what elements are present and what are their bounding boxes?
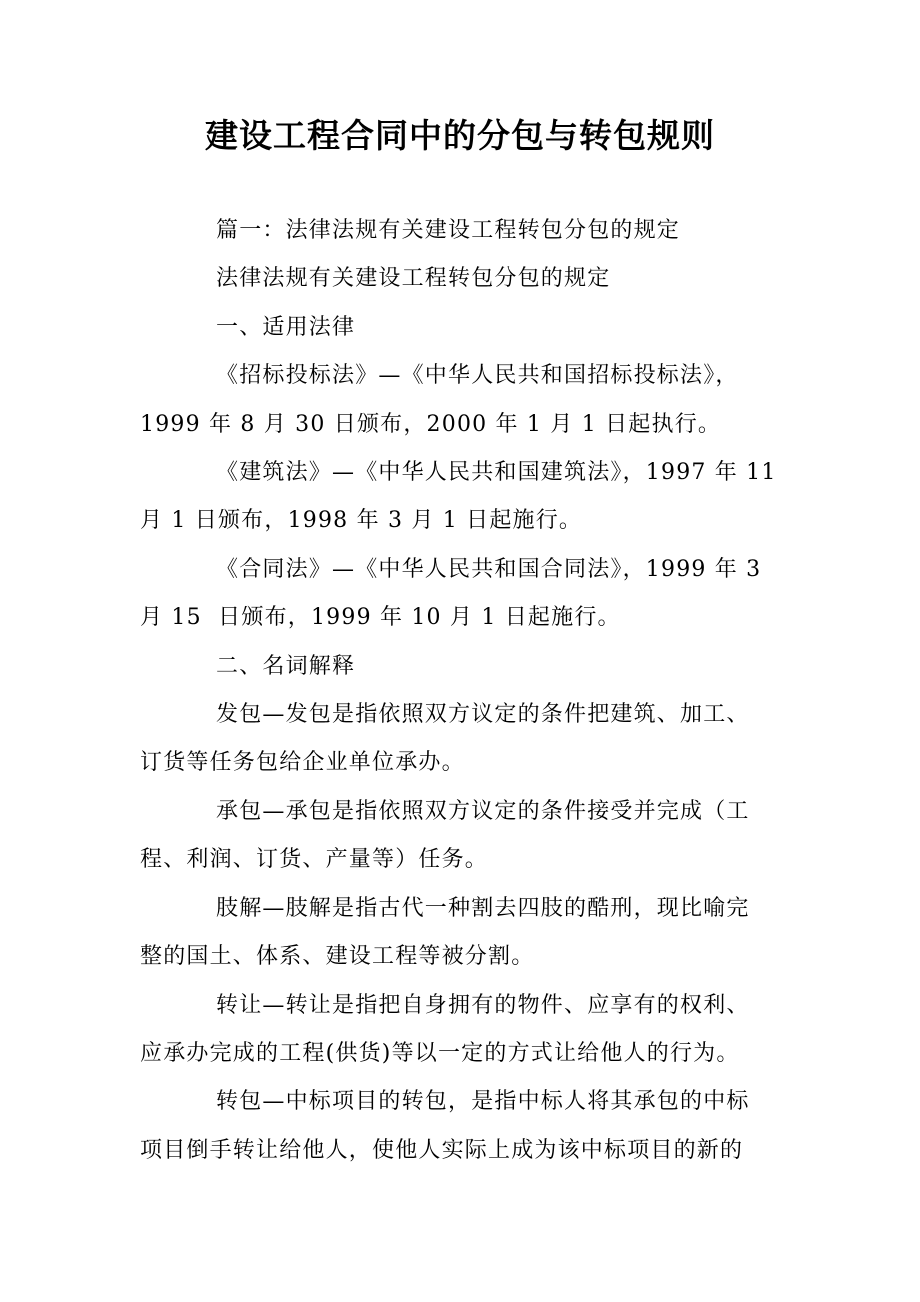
document-body: [140, 207, 783, 1175]
text-line: 发包—发包是指依照双方议定的条件把建筑、加工、: [216, 702, 750, 728]
text-line: 二、名词解释: [216, 653, 356, 679]
text-line: 整的国土、体系、建设工程等被分割。: [140, 944, 535, 970]
text-line: 转包—中标项目的转包，是指中标人将其承包的中标: [216, 1089, 750, 1115]
text-line: 法律法规有关建设工程转包分包的规定: [216, 266, 611, 292]
text-line: 程、利润、订货、产量等）任务。: [140, 847, 489, 873]
text-line: 《合同法》—《中华人民共和国合同法》，1999 年 3: [216, 556, 762, 582]
text-line: 月 15 日颁布，1999 年 10 月 1 日起施行。: [140, 605, 621, 631]
text-line: 承包—承包是指依照双方议定的条件接受并完成（工: [216, 798, 750, 824]
text-line: 一、适用法律: [216, 314, 356, 340]
text-line: 篇一：法律法规有关建设工程转包分包的规定: [216, 218, 681, 243]
text-line: 转让—转让是指把自身拥有的物件、应享有的权利、: [216, 992, 750, 1018]
text-line: 《建筑法》—《中华人民共和国建筑法》，1997 年 11: [216, 460, 777, 486]
text-line: 肢解—肢解是指古代一种割去四肢的酷刑，现比喻完: [216, 895, 750, 921]
text-line: 《招标投标法》—《中华人民共和国招标投标法》，: [216, 363, 739, 389]
text-line: 订货等任务包给企业单位承办。: [140, 750, 465, 776]
text-line: 1999 年 8 月 30 日颁布，2000 年 1 月 1 日起执行。: [140, 411, 722, 437]
document-title: 建设工程合同中的分包与转包规则: [205, 116, 715, 155]
text-line: 应承办完成的工程(供货)等以一定的方式让给他人的行为。: [140, 1040, 740, 1066]
text-line: 项目倒手转让给他人，使他人实际上成为该中标项目的新的: [140, 1137, 744, 1163]
text-line: 月 1 日颁布，1998 年 3 月 1 日起施行。: [140, 508, 583, 534]
